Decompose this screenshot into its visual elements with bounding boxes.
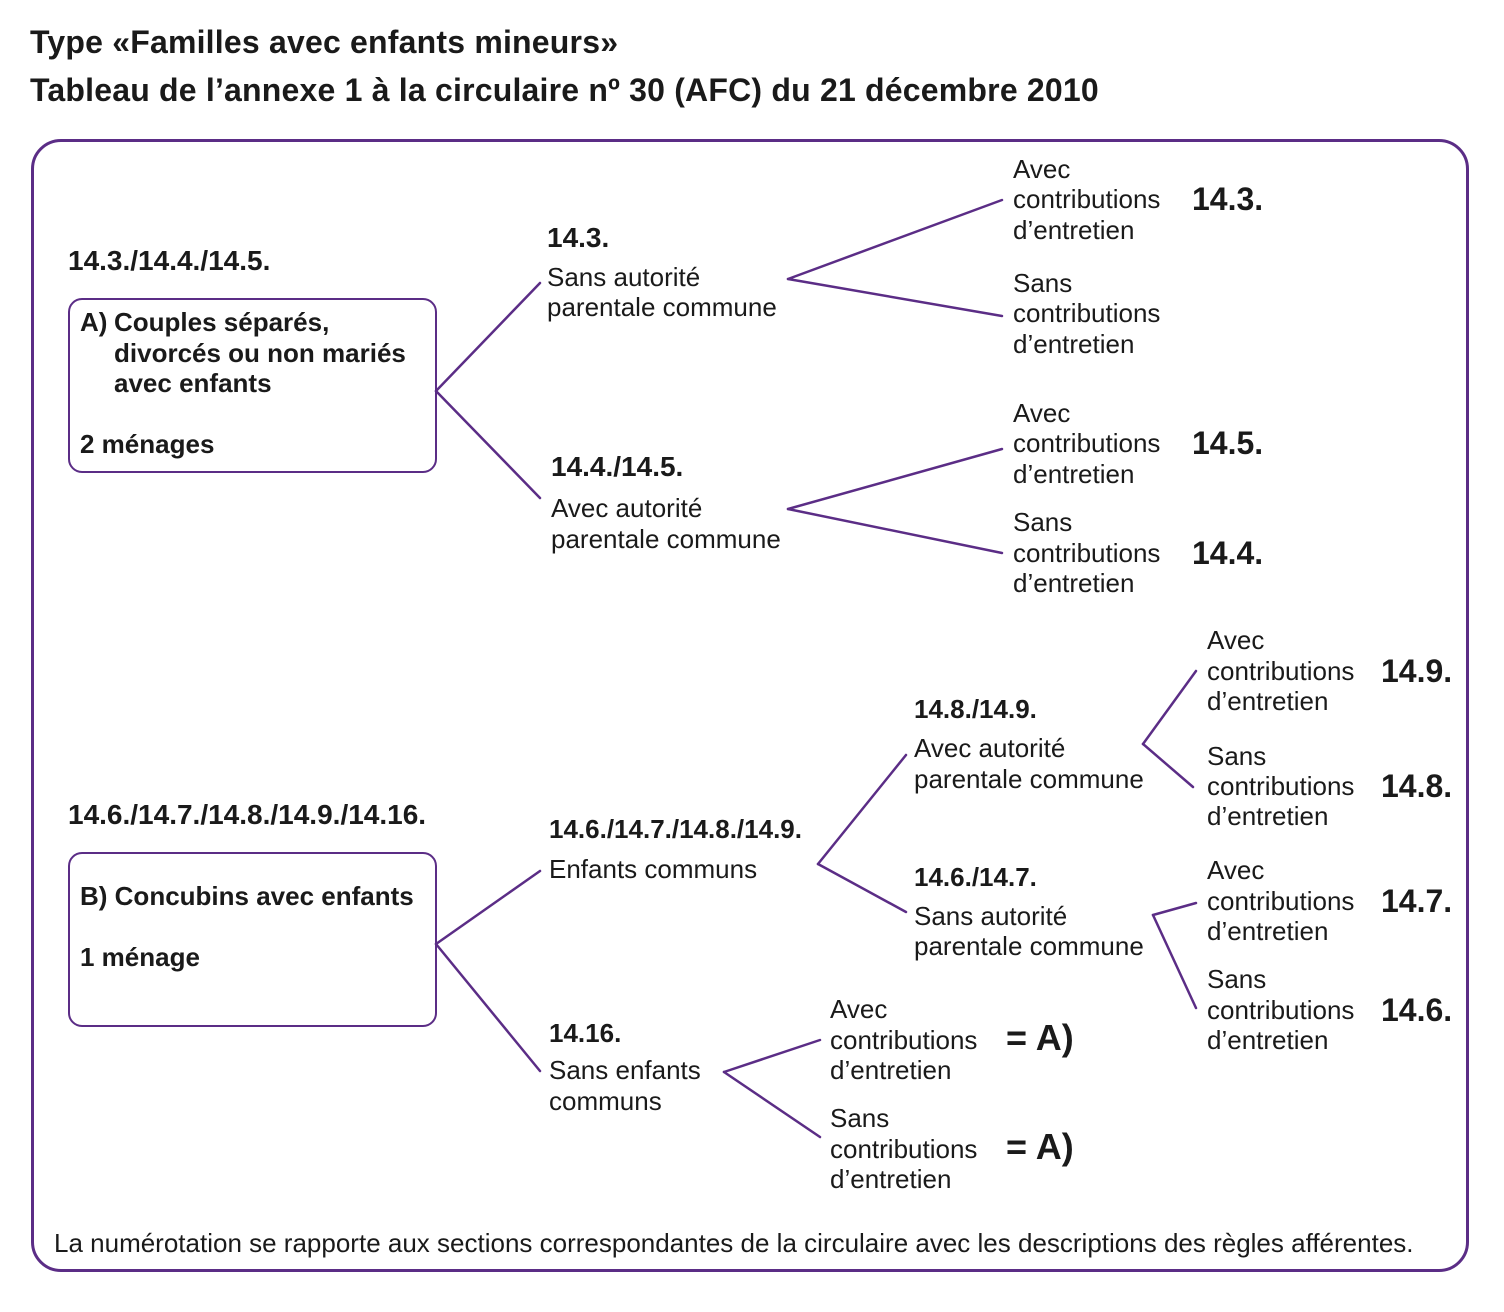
group-a-branch-2-line-1: Avec autorité: [551, 493, 703, 523]
connector-a2-leaf-sans: [788, 509, 1002, 553]
leaf-b6-result: = A): [1006, 1126, 1074, 1167]
leaf-b6-line-2: contributions: [830, 1134, 978, 1164]
connector-a2-leaf-avec: [788, 449, 1002, 509]
group-a-branch-1-code: 14.3.: [547, 222, 610, 253]
group-b-sub-2-line-1: Sans autorité: [914, 901, 1068, 931]
leaf-b6-line-1: Sans: [830, 1103, 890, 1133]
leaf-a4-line-3: d’entretien: [1013, 568, 1135, 598]
leaf-a1-line-1: Avec: [1013, 154, 1071, 184]
group-b-branch-2-code: 14.16.: [549, 1018, 622, 1048]
leaf-b2-line-1: Sans: [1207, 741, 1267, 771]
group-b-sub-2-line-2: parentale commune: [914, 931, 1144, 961]
connector-b-to-enfants-communs: [436, 871, 540, 944]
connector-b-to-sans-enfants: [436, 944, 540, 1071]
leaf-b5-line-2: contributions: [830, 1025, 978, 1055]
leaf-b5-line-3: d’entretien: [830, 1055, 952, 1085]
group-b-box-line-1: B) Concubins avec enfants: [80, 881, 414, 911]
leaf-b3-result: 14.7.: [1381, 883, 1453, 919]
leaf-a2-line-2: contributions: [1013, 298, 1161, 328]
group-b-sub-1-line-1: Avec autorité: [914, 733, 1066, 763]
title-line-1: Type «Familles avec enfants mineurs»: [30, 24, 619, 60]
connector-b2-leaf-sans: [724, 1072, 820, 1137]
group-b-sub-1-line-2: parentale commune: [914, 764, 1144, 794]
leaf-b3-line-1: Avec: [1207, 855, 1265, 885]
group-b-branch-2-line-1: Sans enfants: [549, 1055, 701, 1085]
group-a-box-line-2: divorcés ou non mariés: [114, 338, 406, 368]
connector-a1-leaf-sans: [788, 279, 1002, 316]
leaf-a3-result: 14.5.: [1192, 425, 1264, 461]
leaf-b2-result: 14.8.: [1381, 768, 1453, 804]
leaf-a4-line-1: Sans: [1013, 507, 1073, 537]
leaf-b1-line-1: Avec: [1207, 625, 1265, 655]
group-b-households: 1 ménage: [80, 942, 200, 972]
leaf-a3-line-1: Avec: [1013, 398, 1071, 428]
footnote: La numérotation se rapporte aux sections correspondantes de la circulaire avec les descriptions des règles afférentes.: [54, 1228, 1414, 1258]
group-b-branch-1-line-1: Enfants communs: [549, 854, 758, 884]
group-b-branch-1-code: 14.6./14.7./14.8./14.9.: [549, 814, 802, 844]
group-b-code: 14.6./14.7./14.8./14.9./14.16.: [68, 799, 427, 830]
group-b-sub-2-code: 14.6./14.7.: [914, 862, 1037, 892]
group-a-branch-1-line-2: parentale commune: [547, 292, 777, 322]
connector-a-to-avec-autorite: [436, 391, 540, 498]
leaf-b4-line-2: contributions: [1207, 995, 1355, 1025]
connector-b11-leaf-avec: [1143, 671, 1196, 744]
leaf-b2-line-3: d’entretien: [1207, 801, 1329, 831]
leaf-b6-line-3: d’entretien: [830, 1164, 952, 1194]
group-a-households: 2 ménages: [80, 429, 215, 459]
leaf-b4-result: 14.6.: [1381, 992, 1453, 1028]
connector-b11-leaf-sans: [1143, 744, 1193, 787]
leaf-b2-line-2: contributions: [1207, 771, 1355, 801]
leaf-b3-line-3: d’entretien: [1207, 916, 1329, 946]
group-a-code: 14.3./14.4./14.5.: [68, 245, 271, 276]
leaf-a1-line-2: contributions: [1013, 184, 1161, 214]
group-b-sub-1-code: 14.8./14.9.: [914, 694, 1037, 724]
group-b-box: [68, 852, 437, 1027]
connector-b12-leaf-sans: [1153, 915, 1196, 1008]
leaf-b4-line-3: d’entretien: [1207, 1025, 1329, 1055]
leaf-a3-line-3: d’entretien: [1013, 459, 1135, 489]
connector-a1-leaf-avec: [788, 200, 1002, 279]
group-a-branch-2-code: 14.4./14.5.: [551, 451, 684, 482]
group-a-box-prefix: A): [80, 307, 108, 337]
connector-b12-leaf-avec: [1153, 903, 1196, 915]
connector-b1-to-sans-autorite: [818, 864, 906, 912]
leaf-b1-line-2: contributions: [1207, 656, 1355, 686]
leaf-a4-result: 14.4.: [1192, 535, 1264, 571]
connector-b2-leaf-avec: [724, 1040, 820, 1072]
leaf-a1-line-3: d’entretien: [1013, 215, 1135, 245]
leaf-b4-line-1: Sans: [1207, 964, 1267, 994]
leaf-a3-line-2: contributions: [1013, 428, 1161, 458]
group-a-box-line-1: Couples séparés,: [114, 307, 330, 337]
leaf-a2-line-3: d’entretien: [1013, 329, 1135, 359]
leaf-b1-line-3: d’entretien: [1207, 686, 1329, 716]
leaf-b1-result: 14.9.: [1381, 653, 1453, 689]
title-line-2: Tableau de l’annexe 1 à la circulaire nº 30 (AFC) du 21 décembre 2010: [30, 72, 1099, 108]
leaf-a1-result: 14.3.: [1192, 181, 1264, 217]
connector-b1-to-avec-autorite: [818, 755, 906, 864]
connector-a-to-sans-autorite: [436, 283, 540, 391]
group-b-branch-2-line-2: communs: [549, 1086, 662, 1116]
group-a-box-line-3: avec enfants: [114, 368, 272, 398]
group-a-branch-1-line-1: Sans autorité: [547, 262, 701, 292]
leaf-b3-line-2: contributions: [1207, 886, 1355, 916]
leaf-a4-line-2: contributions: [1013, 538, 1161, 568]
leaf-b5-line-1: Avec: [830, 994, 888, 1024]
leaf-a2-line-1: Sans: [1013, 268, 1073, 298]
group-a-branch-2-line-2: parentale commune: [551, 524, 781, 554]
leaf-b5-result: = A): [1006, 1017, 1074, 1058]
